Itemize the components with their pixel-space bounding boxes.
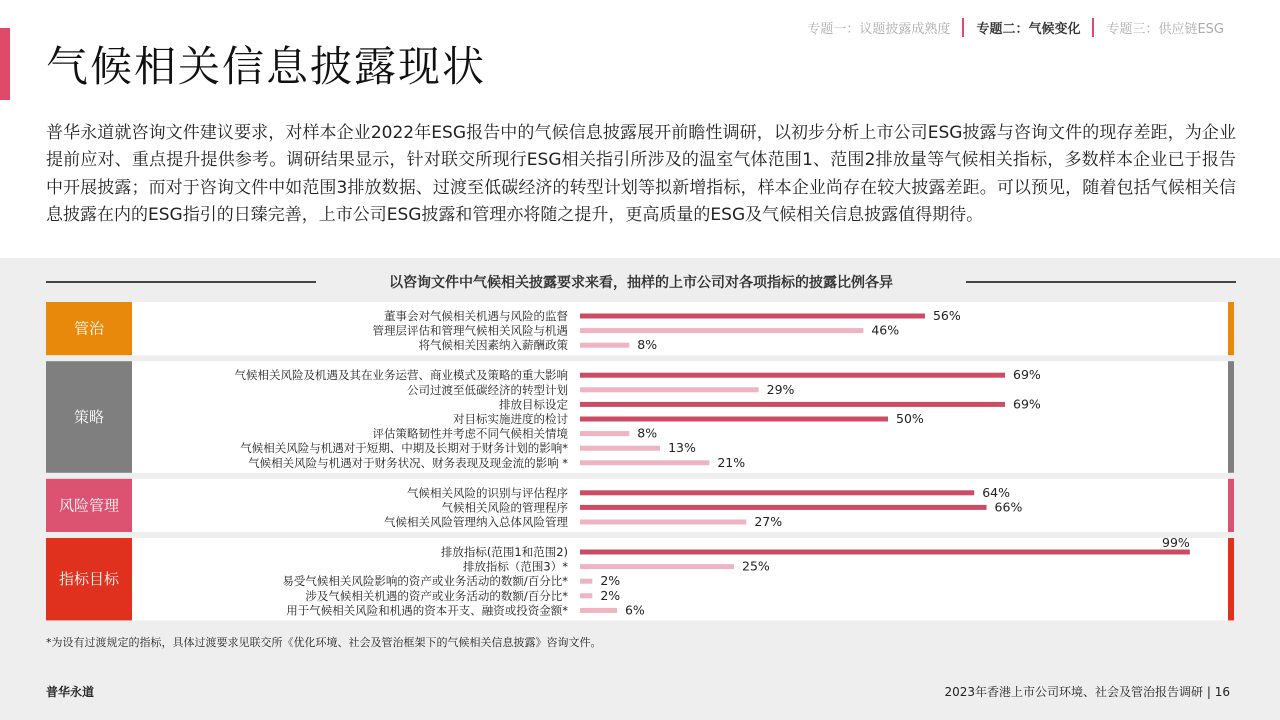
data-bar (580, 564, 734, 569)
indicator-label: 用于气候相关风险和机遇的资本开支、融资或投资金额* (286, 603, 568, 618)
indicator-label: 排放指标(范围1和范围2) (440, 545, 568, 559)
indicator-label: 对目标实施进度的检讨 (453, 412, 568, 426)
data-value-label: 6% (624, 602, 645, 618)
data-bar (580, 314, 925, 319)
indicator-label: 管理层评估和管理气候相关风险与机遇 (372, 323, 568, 338)
indicator-label: 排放指标（范围3）* (462, 559, 568, 574)
page-title: 气候相关信息披露现状 (46, 42, 487, 91)
data-bar (580, 460, 709, 465)
data-bar (580, 446, 660, 451)
data-bar (580, 373, 1005, 378)
tab-topic-3[interactable]: 专题三：供应链ESG (1106, 22, 1224, 37)
indicator-label: 排放目标设定 (499, 397, 568, 412)
category-edge-strip (1228, 361, 1234, 473)
data-bar (580, 328, 863, 333)
data-value-label: 25% (742, 558, 770, 574)
data-value-label: 2% (600, 587, 621, 603)
footer-brand: 普华永道 (46, 685, 95, 699)
indicator-label: 气候相关风险的识别与评估程序 (407, 485, 568, 500)
data-value-label: 2% (600, 573, 621, 589)
category-label: 策略 (73, 408, 105, 426)
indicator-label: 气候相关风险管理纳入总体风险管理 (384, 515, 568, 529)
data-bar (580, 387, 759, 392)
data-bar (580, 343, 629, 348)
tab-topic-2[interactable]: 专题二：气候变化 (962, 18, 1094, 37)
data-value-label: 29% (766, 381, 795, 397)
data-value-label: 69% (1013, 367, 1041, 383)
category-label: 管治 (73, 319, 105, 338)
indicator-label: 气候相关风险与机遇对于财务状况、财务表现及现金流的影响 * (248, 455, 568, 470)
data-value-label: 27% (754, 514, 783, 529)
category-edge-strip (1228, 538, 1234, 620)
data-bar (580, 608, 617, 613)
data-bar (580, 579, 592, 584)
indicator-label: 董事会对气候相关机遇与风险的监督 (384, 309, 568, 323)
indicator-label: 气候相关风险及机遇及其在业务运营、商业模式及策略的重大影响 (234, 368, 568, 383)
data-bar (580, 402, 1005, 407)
data-bar (580, 520, 746, 525)
indicator-label: 将气候相关因素纳入薪酬政策 (418, 338, 568, 353)
indicator-label: 评估策略韧性并考虑不同气候相关情境 (372, 426, 568, 441)
category-edge-strip (1228, 479, 1234, 532)
data-value-label: 46% (871, 322, 900, 338)
footnote: *为设有过渡规定的指标，具体过渡要求见联交所《优化环境、社会及管治框架下的气候相关信息披露》咨询文件。 (46, 636, 602, 649)
indicator-label: 涉及气候相关机遇的资产或业务活动的数额/百分比* (305, 588, 568, 603)
intro-paragraph: 普华永道就咨询文件建议要求，对样本企业2022年ESG报告中的气候信息披露展开前瞻性调研，以初步分析上市公司ESG披露与咨询文件的现存差距，为企业提前应对、重点提升提供参考。调研结果显示，针对联交所现行ESG相关指引所涉及的温室气体范围1、范围2排放量等气候相关指标，多数样本企业已于报告中开展披露；而对于咨询文件中如范围3排放数据、过渡至低碳经济的转型计划等拟新增指标，样本企业尚存在较大披露差距。可以预见，随着包括气候相关信息披露在内的ESG指引的日臻完善，上市公司ESG披露和管理亦将随之提升，更高质量的ESG及气候相关信息披露值得期待。 (46, 123, 1236, 226)
footer-report-page: 2023年香港上市公司环境、社会及管治报告调研 | 16 (944, 685, 1230, 699)
data-value-label: 8% (637, 425, 658, 441)
indicator-label: 易受气候相关风险影响的资产或业务活动的数额/百分比* (282, 574, 568, 589)
indicator-label: 气候相关风险的管理程序 (441, 500, 568, 515)
category-label: 风险管理 (58, 496, 120, 515)
data-bar (580, 593, 592, 598)
data-value-label: 66% (994, 499, 1023, 515)
category-label: 指标目标 (58, 570, 120, 589)
data-bar (580, 550, 1190, 555)
category-edge-strip (1228, 302, 1234, 355)
data-value-label: 99% (1162, 535, 1190, 550)
data-value-label: 69% (1013, 396, 1041, 412)
data-bar (580, 417, 888, 422)
data-bar (580, 505, 987, 510)
data-value-label: 56% (932, 308, 961, 323)
chart-title: 以咨询文件中气候相关披露要求来看，抽样的上市公司对各项指标的披露比例各异 (389, 275, 893, 291)
data-bar (580, 490, 974, 495)
data-value-label: 50% (896, 411, 924, 426)
indicator-label: 气候相关风险与机遇对于短期、中期及长期对于财务计划的影响* (240, 441, 568, 456)
data-value-label: 64% (982, 484, 1011, 500)
data-value-label: 13% (668, 440, 696, 456)
indicator-label: 公司过渡至低碳经济的转型计划 (407, 382, 568, 397)
data-value-label: 8% (637, 337, 658, 353)
tab-topic-1[interactable]: 专题一：议题披露成熟度 (807, 22, 951, 37)
data-bar (580, 431, 629, 436)
data-value-label: 21% (717, 454, 746, 470)
